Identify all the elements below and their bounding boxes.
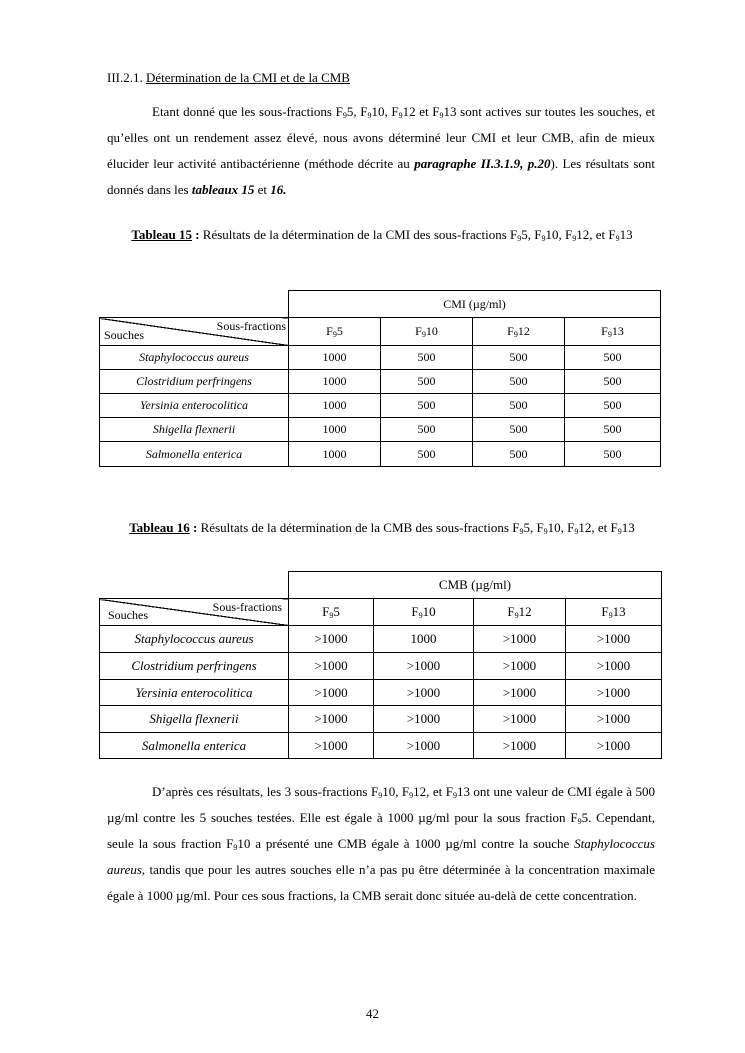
table-row (100, 706, 662, 733)
table16 (99, 571, 662, 759)
value-cell: 500 (381, 370, 473, 394)
table15 (99, 290, 661, 467)
section-heading (107, 70, 350, 86)
organism-cell: Shigella flexnerii (100, 706, 289, 733)
table16-corner-header: Sous-fractions Souches (100, 599, 289, 626)
table-row (100, 394, 661, 418)
value-cell: >1000 (374, 680, 474, 706)
table-row (100, 370, 661, 394)
column-header: $F_913$ (565, 318, 661, 346)
cmi-group-header: CMI (µg/ml) (289, 291, 661, 318)
value-cell: 500 (565, 346, 661, 370)
section-title: Détermination de la CMI et de la CMB (146, 70, 350, 85)
organism-cell: Yersinia enterocolitica (100, 680, 289, 706)
value-cell: >1000 (289, 653, 374, 680)
value-cell: >1000 (566, 706, 662, 733)
organism-cell: Clostridium perfringens (100, 370, 289, 394)
value-cell: 1000 (374, 626, 474, 653)
column-header: $F_913$ (566, 599, 662, 626)
value-cell: 500 (473, 442, 565, 467)
value-cell: >1000 (289, 680, 374, 706)
value-cell: 500 (381, 394, 473, 418)
value-cell: 500 (473, 418, 565, 442)
table-row (100, 346, 661, 370)
organism-name: Staphylococcus aureus (107, 836, 655, 877)
organism-cell: Yersinia enterocolitica (100, 394, 289, 418)
column-header: $F_910$ (374, 599, 474, 626)
table-row (100, 653, 662, 680)
column-header: $F_912$ (474, 599, 566, 626)
value-cell: >1000 (474, 706, 566, 733)
organism-cell: Staphylococcus aureus (100, 626, 289, 653)
value-cell: >1000 (374, 653, 474, 680)
table-row (100, 418, 661, 442)
value-cell: 1000 (289, 418, 381, 442)
value-cell: >1000 (289, 626, 374, 653)
table15-corner-header: Sous-fractions Souches (100, 318, 289, 346)
value-cell: 1000 (289, 370, 381, 394)
organism-cell: Staphylococcus aureus (100, 346, 289, 370)
value-cell: >1000 (566, 626, 662, 653)
value-cell: >1000 (474, 653, 566, 680)
value-cell: >1000 (566, 680, 662, 706)
intro-paragraph: Etant donné que les sous-fractions $F_95$, $F_910$, $F_912$ et $F_913$ sont actives sur toutes les souches, et qu’elles ont un rendement assez élevé, nous avons déterminé leur CMI et leur CMB, afin de mieux élucider leur activité antibactérienne (méthode décrite au paragraphe II.3.1.9, p.20). Les résultats sont donnés dans les tableaux 15 et 16. (107, 104, 656, 197)
table16-label: Tableau 16 (129, 520, 190, 535)
value-cell: >1000 (566, 733, 662, 759)
column-header: $F_95$ (289, 318, 381, 346)
table15-label: Tableau 15 (131, 227, 192, 242)
value-cell: 1000 (289, 346, 381, 370)
value-cell: >1000 (474, 733, 566, 759)
column-header: $F_910$ (381, 318, 473, 346)
organism-cell: Salmonella enterica (100, 733, 289, 759)
column-header: $F_95$ (289, 599, 374, 626)
organism-cell: Clostridium perfringens (100, 653, 289, 680)
value-cell: 500 (381, 418, 473, 442)
conclusion-paragraph: D’après ces résultats, les 3 sous-fractions $F_910$, $F_912$, et $F_913$ ont une valeur de CMI égale à 500 µg/ml contre les 5 souches testées. Elle est égale à 1000 µg/ml pour la sous fraction $F_95$. Cependant, seule la sous fraction $F_910$ a présenté une CMB égale à 1000 µg/ml contre la souche Staphylococcus aureus, tandis que pour les autres souches elle n’a pas pu être déterminée à la concentration maximale égale à 1000 µg/ml. Pour ces sous fractions, la CMB serait donc située au-delà de cette concentration. (107, 784, 656, 903)
tables-reference: tableaux 15 (191, 182, 255, 197)
value-cell: 500 (565, 442, 661, 467)
table-row (100, 680, 662, 706)
value-cell: >1000 (474, 680, 566, 706)
table15-caption: Tableau 15 : Résultats de la détermination de la CMI des sous-fractions $F_95$, $F_910$, $F_912$, et $F_913$ (131, 227, 633, 243)
value-cell: >1000 (374, 733, 474, 759)
section-number: III.2.1. (107, 70, 143, 85)
value-cell: 500 (473, 394, 565, 418)
value-cell: >1000 (566, 653, 662, 680)
table-row (100, 626, 662, 653)
value-cell: 500 (565, 370, 661, 394)
value-cell: >1000 (474, 626, 566, 653)
value-cell: 1000 (289, 394, 381, 418)
column-header: $F_912$ (473, 318, 565, 346)
table16-caption: Tableau 16 : Résultats de la détermination de la CMB des sous-fractions $F_95$, $F_910$, $F_912$, et $F_913$ (129, 520, 635, 536)
value-cell: 500 (473, 346, 565, 370)
organism-cell: Salmonella enterica (100, 442, 289, 467)
value-cell: 500 (565, 394, 661, 418)
value-cell: 500 (381, 442, 473, 467)
value-cell: >1000 (289, 706, 374, 733)
value-cell: 500 (565, 418, 661, 442)
cmb-group-header: CMB (µg/ml) (289, 572, 662, 599)
value-cell: >1000 (289, 733, 374, 759)
value-cell: 1000 (289, 442, 381, 467)
table-row (100, 442, 661, 467)
page-number: 42 (366, 1006, 379, 1021)
value-cell: 500 (381, 346, 473, 370)
method-reference: paragraphe II.3.1.9, p.20 (414, 156, 551, 171)
value-cell: >1000 (374, 706, 474, 733)
organism-cell: Shigella flexnerii (100, 418, 289, 442)
table-row (100, 733, 662, 759)
value-cell: 500 (473, 370, 565, 394)
